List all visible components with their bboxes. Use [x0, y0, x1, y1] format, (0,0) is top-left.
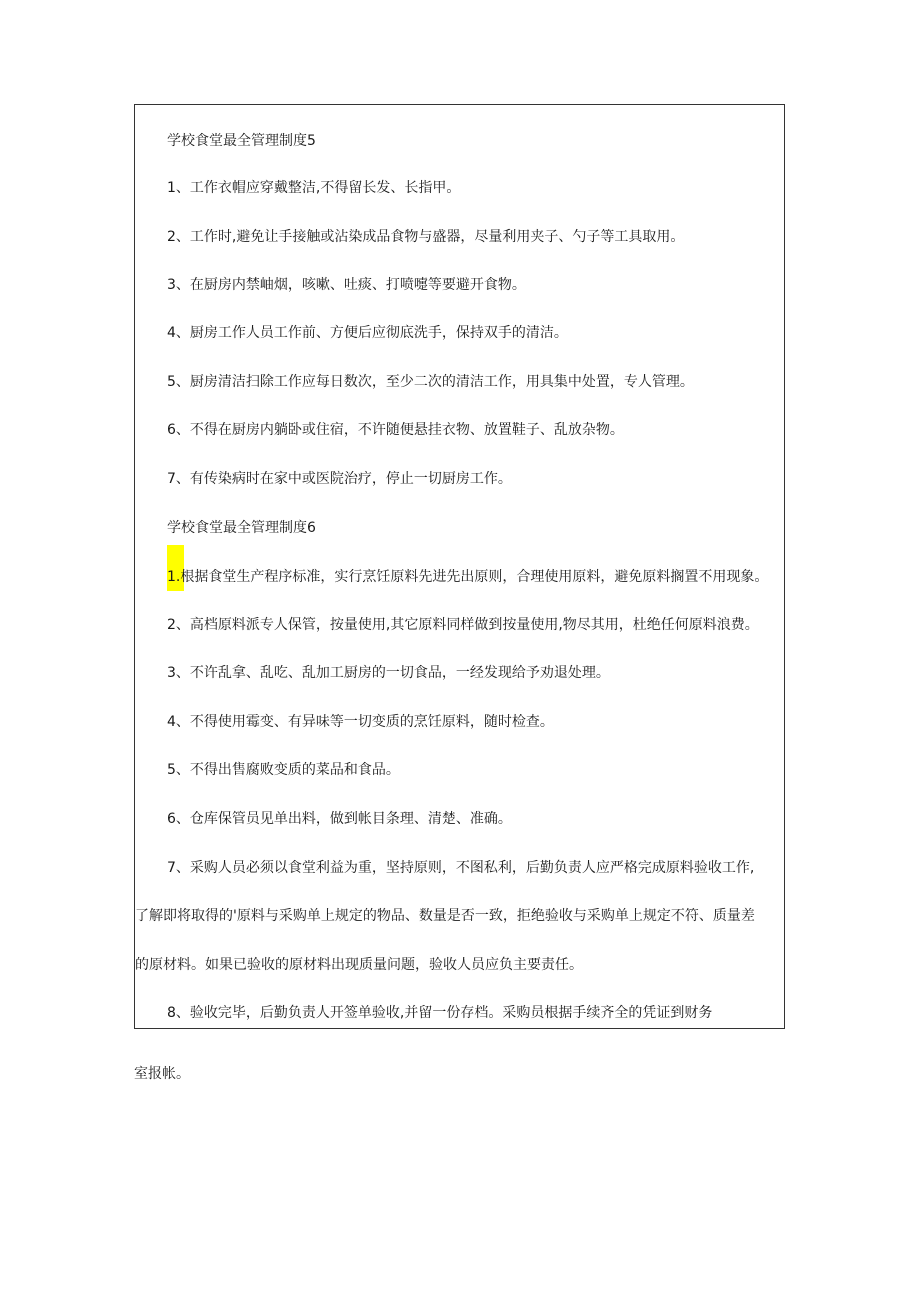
document-frame: [134, 104, 785, 1029]
rule-6-7-line-1: 7、采购人员必须以食堂利益为重，坚持原则，不图私利，后勤负责人应严格完成原料验收工作,: [167, 860, 755, 876]
rule-5-1: 1、工作衣帽应穿戴整洁,不得留长发、长指甲。: [167, 180, 461, 196]
rule-6-7-line-2: 了解即将取得的'原料与采购单上规定的物品、数量是否一致，拒绝验收与采购单上规定不符、质量差: [135, 908, 755, 924]
section-heading-5: 学校食堂最全管理制度5: [167, 133, 316, 149]
rule-5-6: 6、不得在厨房内躺卧或住宿，不许随便悬挂衣物、放置鞋子、乱放杂物。: [167, 422, 624, 438]
rule-6-2: 2、高档原料派专人保管，按量使用,其它原料同样做到按量使用,物尽其用，杜绝任何原料浪费。: [167, 617, 759, 633]
rule-6-4: 4、不得使用霉变、有异味等一切变质的烹饪原料，随时检查。: [167, 714, 554, 730]
rule-5-3: 3、在厨房内禁岫烟，咳嗽、吐痰、打喷嚏等要避开食物。: [167, 277, 526, 293]
rule-6-1: 1.根据食堂生产程序标准，实行烹饪原料先进先出原则，合理使用原料，避免原料搁置不用现象。: [167, 569, 769, 585]
rule-5-2: 2、工作时,避免让手接触或沾染成品食物与盛器，尽量利用夹子、勺子等工具取用。: [167, 229, 685, 245]
rule-6-7-line-3: 的原材料。如果已验收的原材料出现质量问题，验收人员应负主要责任。: [135, 957, 583, 973]
rule-5-4: 4、厨房工作人员工作前、方便后应彻底洗手，保持双手的清洁。: [167, 325, 568, 341]
rule-6-3: 3、不许乱拿、乱吃、乱加工厨房的一切食品，一经发现给予劝退处理。: [167, 665, 610, 681]
section-heading-6: 学校食堂最全管理制度6: [167, 520, 316, 536]
rule-6-6: 6、仓库保管员见单出料，做到帐目条理、清楚、准确。: [167, 811, 512, 827]
rule-6-8-line-2: 室报帐。: [134, 1066, 190, 1082]
rule-5-7: 7、有传染病时在家中或医院治疗，停止一切厨房工作。: [167, 471, 512, 487]
rule-6-5: 5、不得出售腐败变质的菜品和食品。: [167, 762, 400, 778]
rule-6-8-line-1: 8、验收完毕，后勤负责人开签单验收,并留一份存档。采购员根据手续齐全的凭证到财务: [167, 1005, 713, 1021]
rule-5-5: 5、厨房清洁扫除工作应每日数次，至少二次的清洁工作，用具集中处置，专人管理。: [167, 374, 694, 390]
